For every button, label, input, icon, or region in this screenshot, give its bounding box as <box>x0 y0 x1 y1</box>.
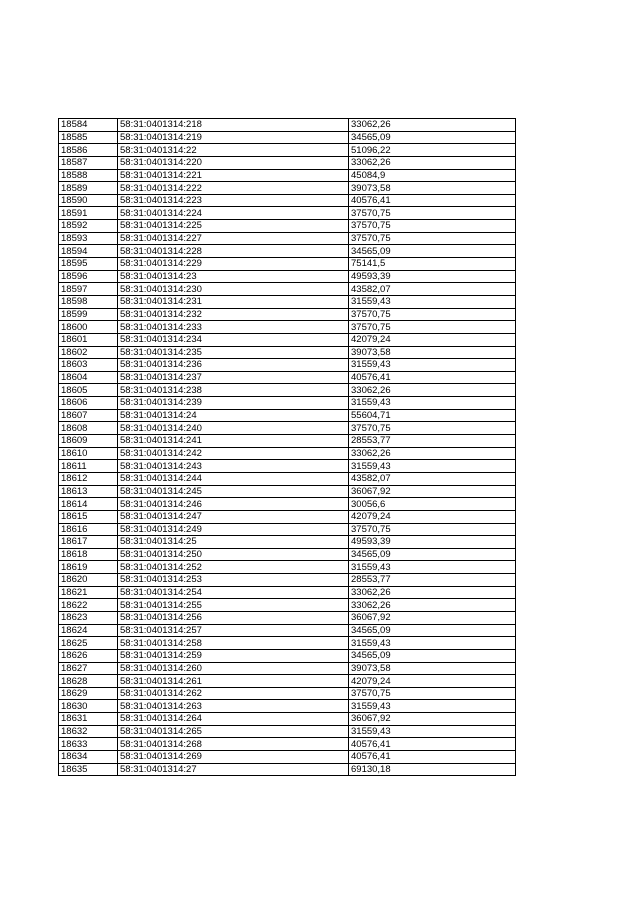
value-cell: 34565,09 <box>349 131 516 144</box>
cadastral-number-cell: 58:31:0401314:242 <box>118 447 349 460</box>
value-cell: 49593,39 <box>349 536 516 549</box>
cadastral-number-cell: 58:31:0401314:230 <box>118 283 349 296</box>
value-cell: 30056,6 <box>349 498 516 511</box>
table-row <box>59 333 516 346</box>
table-row <box>59 536 516 549</box>
table-row <box>59 220 516 233</box>
value-cell: 69130,18 <box>349 763 516 776</box>
row-number-cell: 18600 <box>59 321 118 334</box>
cadastral-number-cell: 58:31:0401314:245 <box>118 485 349 498</box>
cadastral-number-cell: 58:31:0401314:27 <box>118 763 349 776</box>
table-row <box>59 662 516 675</box>
value-cell: 39073,58 <box>349 182 516 195</box>
row-number-cell: 18634 <box>59 751 118 764</box>
cadastral-number-cell: 58:31:0401314:253 <box>118 574 349 587</box>
table-row <box>59 321 516 334</box>
cadastral-number-cell: 58:31:0401314:239 <box>118 397 349 410</box>
value-cell: 51096,22 <box>349 144 516 157</box>
table-row <box>59 472 516 485</box>
cadastral-number-cell: 58:31:0401314:260 <box>118 662 349 675</box>
cadastral-number-cell: 58:31:0401314:246 <box>118 498 349 511</box>
data-table <box>58 118 516 776</box>
table-row <box>59 371 516 384</box>
table-row <box>59 687 516 700</box>
cadastral-number-cell: 58:31:0401314:264 <box>118 713 349 726</box>
row-number-cell: 18616 <box>59 523 118 536</box>
value-cell: 42079,24 <box>349 675 516 688</box>
row-number-cell: 18588 <box>59 169 118 182</box>
value-cell: 43582,07 <box>349 472 516 485</box>
cadastral-number-cell: 58:31:0401314:221 <box>118 169 349 182</box>
row-number-cell: 18608 <box>59 422 118 435</box>
cadastral-number-cell: 58:31:0401314:241 <box>118 435 349 448</box>
row-number-cell: 18601 <box>59 333 118 346</box>
value-cell: 37570,75 <box>349 687 516 700</box>
cadastral-number-cell: 58:31:0401314:225 <box>118 220 349 233</box>
value-cell: 33062,26 <box>349 119 516 132</box>
row-number-cell: 18603 <box>59 359 118 372</box>
table-row <box>59 258 516 271</box>
value-cell: 36067,92 <box>349 611 516 624</box>
table-row <box>59 548 516 561</box>
value-cell: 39073,58 <box>349 346 516 359</box>
value-cell: 40576,41 <box>349 194 516 207</box>
table-row <box>59 119 516 132</box>
row-number-cell: 18591 <box>59 207 118 220</box>
cadastral-number-cell: 58:31:0401314:265 <box>118 725 349 738</box>
row-number-cell: 18630 <box>59 700 118 713</box>
cadastral-number-cell: 58:31:0401314:237 <box>118 371 349 384</box>
table-row <box>59 611 516 624</box>
cadastral-number-cell: 58:31:0401314:22 <box>118 144 349 157</box>
row-number-cell: 18628 <box>59 675 118 688</box>
table-row <box>59 725 516 738</box>
row-number-cell: 18605 <box>59 384 118 397</box>
value-cell: 42079,24 <box>349 510 516 523</box>
cadastral-number-cell: 58:31:0401314:222 <box>118 182 349 195</box>
table-row <box>59 346 516 359</box>
table-row <box>59 523 516 536</box>
cadastral-number-cell: 58:31:0401314:220 <box>118 156 349 169</box>
cadastral-number-cell: 58:31:0401314:219 <box>118 131 349 144</box>
table-row <box>59 295 516 308</box>
value-cell: 31559,43 <box>349 359 516 372</box>
cadastral-number-cell: 58:31:0401314:262 <box>118 687 349 700</box>
cadastral-number-cell: 58:31:0401314:25 <box>118 536 349 549</box>
row-number-cell: 18622 <box>59 599 118 612</box>
table-row <box>59 763 516 776</box>
cadastral-number-cell: 58:31:0401314:243 <box>118 460 349 473</box>
value-cell: 37570,75 <box>349 232 516 245</box>
value-cell: 42079,24 <box>349 333 516 346</box>
value-cell: 37570,75 <box>349 220 516 233</box>
value-cell: 36067,92 <box>349 713 516 726</box>
row-number-cell: 18619 <box>59 561 118 574</box>
cadastral-number-cell: 58:31:0401314:238 <box>118 384 349 397</box>
row-number-cell: 18584 <box>59 119 118 132</box>
row-number-cell: 18614 <box>59 498 118 511</box>
row-number-cell: 18599 <box>59 308 118 321</box>
value-cell: 31559,43 <box>349 397 516 410</box>
table-row <box>59 232 516 245</box>
value-cell: 55604,71 <box>349 409 516 422</box>
table-row <box>59 700 516 713</box>
row-number-cell: 18632 <box>59 725 118 738</box>
cadastral-number-cell: 58:31:0401314:233 <box>118 321 349 334</box>
cadastral-number-cell: 58:31:0401314:223 <box>118 194 349 207</box>
cadastral-number-cell: 58:31:0401314:254 <box>118 586 349 599</box>
cadastral-number-cell: 58:31:0401314:23 <box>118 270 349 283</box>
row-number-cell: 18604 <box>59 371 118 384</box>
row-number-cell: 18620 <box>59 574 118 587</box>
table-row <box>59 624 516 637</box>
cadastral-number-cell: 58:31:0401314:268 <box>118 738 349 751</box>
row-number-cell: 18633 <box>59 738 118 751</box>
cadastral-number-cell: 58:31:0401314:256 <box>118 611 349 624</box>
value-cell: 37570,75 <box>349 321 516 334</box>
value-cell: 31559,43 <box>349 725 516 738</box>
cadastral-number-cell: 58:31:0401314:231 <box>118 295 349 308</box>
row-number-cell: 18631 <box>59 713 118 726</box>
cadastral-number-cell: 58:31:0401314:232 <box>118 308 349 321</box>
table-row <box>59 637 516 650</box>
value-cell: 31559,43 <box>349 637 516 650</box>
value-cell: 33062,26 <box>349 156 516 169</box>
row-number-cell: 18615 <box>59 510 118 523</box>
table-row <box>59 422 516 435</box>
value-cell: 75141,5 <box>349 258 516 271</box>
table-row <box>59 713 516 726</box>
table-row <box>59 498 516 511</box>
value-cell: 31559,43 <box>349 295 516 308</box>
row-number-cell: 18626 <box>59 649 118 662</box>
cadastral-number-cell: 58:31:0401314:229 <box>118 258 349 271</box>
value-cell: 33062,26 <box>349 447 516 460</box>
value-cell: 40576,41 <box>349 738 516 751</box>
value-cell: 34565,09 <box>349 548 516 561</box>
spreadsheet-page <box>58 118 515 776</box>
row-number-cell: 18618 <box>59 548 118 561</box>
table-row <box>59 510 516 523</box>
value-cell: 37570,75 <box>349 207 516 220</box>
cadastral-number-cell: 58:31:0401314:249 <box>118 523 349 536</box>
row-number-cell: 18629 <box>59 687 118 700</box>
table-row <box>59 144 516 157</box>
cadastral-number-cell: 58:31:0401314:258 <box>118 637 349 650</box>
table-row <box>59 156 516 169</box>
table-row <box>59 675 516 688</box>
row-number-cell: 18607 <box>59 409 118 422</box>
cadastral-number-cell: 58:31:0401314:252 <box>118 561 349 574</box>
row-number-cell: 18596 <box>59 270 118 283</box>
table-row <box>59 131 516 144</box>
table-row <box>59 460 516 473</box>
cadastral-number-cell: 58:31:0401314:224 <box>118 207 349 220</box>
table-row <box>59 586 516 599</box>
row-number-cell: 18590 <box>59 194 118 207</box>
row-number-cell: 18625 <box>59 637 118 650</box>
value-cell: 49593,39 <box>349 270 516 283</box>
table-row <box>59 397 516 410</box>
value-cell: 34565,09 <box>349 245 516 258</box>
row-number-cell: 18597 <box>59 283 118 296</box>
row-number-cell: 18594 <box>59 245 118 258</box>
cadastral-number-cell: 58:31:0401314:257 <box>118 624 349 637</box>
table-body <box>59 119 516 776</box>
cadastral-number-cell: 58:31:0401314:261 <box>118 675 349 688</box>
table-row <box>59 308 516 321</box>
row-number-cell: 18627 <box>59 662 118 675</box>
value-cell: 36067,92 <box>349 485 516 498</box>
table-row <box>59 561 516 574</box>
value-cell: 33062,26 <box>349 599 516 612</box>
cadastral-number-cell: 58:31:0401314:236 <box>118 359 349 372</box>
value-cell: 28553,77 <box>349 574 516 587</box>
table-row <box>59 182 516 195</box>
table-row <box>59 245 516 258</box>
value-cell: 34565,09 <box>349 649 516 662</box>
row-number-cell: 18621 <box>59 586 118 599</box>
value-cell: 33062,26 <box>349 384 516 397</box>
cadastral-number-cell: 58:31:0401314:218 <box>118 119 349 132</box>
row-number-cell: 18598 <box>59 295 118 308</box>
value-cell: 37570,75 <box>349 308 516 321</box>
cadastral-number-cell: 58:31:0401314:247 <box>118 510 349 523</box>
table-row <box>59 207 516 220</box>
cadastral-number-cell: 58:31:0401314:240 <box>118 422 349 435</box>
value-cell: 31559,43 <box>349 561 516 574</box>
row-number-cell: 18617 <box>59 536 118 549</box>
row-number-cell: 18609 <box>59 435 118 448</box>
cadastral-number-cell: 58:31:0401314:235 <box>118 346 349 359</box>
row-number-cell: 18635 <box>59 763 118 776</box>
value-cell: 40576,41 <box>349 371 516 384</box>
table-row <box>59 283 516 296</box>
value-cell: 28553,77 <box>349 435 516 448</box>
value-cell: 31559,43 <box>349 700 516 713</box>
row-number-cell: 18611 <box>59 460 118 473</box>
row-number-cell: 18624 <box>59 624 118 637</box>
row-number-cell: 18595 <box>59 258 118 271</box>
row-number-cell: 18623 <box>59 611 118 624</box>
value-cell: 34565,09 <box>349 624 516 637</box>
table-row <box>59 447 516 460</box>
table-row <box>59 738 516 751</box>
cadastral-number-cell: 58:31:0401314:250 <box>118 548 349 561</box>
table-row <box>59 194 516 207</box>
row-number-cell: 18592 <box>59 220 118 233</box>
cadastral-number-cell: 58:31:0401314:227 <box>118 232 349 245</box>
cadastral-number-cell: 58:31:0401314:259 <box>118 649 349 662</box>
table-row <box>59 359 516 372</box>
table-row <box>59 599 516 612</box>
value-cell: 33062,26 <box>349 586 516 599</box>
row-number-cell: 18587 <box>59 156 118 169</box>
table-row <box>59 169 516 182</box>
cadastral-number-cell: 58:31:0401314:269 <box>118 751 349 764</box>
value-cell: 45084,9 <box>349 169 516 182</box>
value-cell: 37570,75 <box>349 523 516 536</box>
cadastral-number-cell: 58:31:0401314:244 <box>118 472 349 485</box>
table-row <box>59 574 516 587</box>
value-cell: 43582,07 <box>349 283 516 296</box>
row-number-cell: 18586 <box>59 144 118 157</box>
row-number-cell: 18613 <box>59 485 118 498</box>
cadastral-number-cell: 58:31:0401314:234 <box>118 333 349 346</box>
row-number-cell: 18593 <box>59 232 118 245</box>
row-number-cell: 18610 <box>59 447 118 460</box>
cadastral-number-cell: 58:31:0401314:24 <box>118 409 349 422</box>
table-row <box>59 751 516 764</box>
table-row <box>59 485 516 498</box>
cadastral-number-cell: 58:31:0401314:255 <box>118 599 349 612</box>
row-number-cell: 18606 <box>59 397 118 410</box>
cadastral-number-cell: 58:31:0401314:263 <box>118 700 349 713</box>
row-number-cell: 18602 <box>59 346 118 359</box>
value-cell: 31559,43 <box>349 460 516 473</box>
row-number-cell: 18585 <box>59 131 118 144</box>
value-cell: 39073,58 <box>349 662 516 675</box>
cadastral-number-cell: 58:31:0401314:228 <box>118 245 349 258</box>
table-row <box>59 270 516 283</box>
table-row <box>59 435 516 448</box>
row-number-cell: 18612 <box>59 472 118 485</box>
table-row <box>59 384 516 397</box>
value-cell: 37570,75 <box>349 422 516 435</box>
table-row <box>59 409 516 422</box>
value-cell: 40576,41 <box>349 751 516 764</box>
row-number-cell: 18589 <box>59 182 118 195</box>
table-row <box>59 649 516 662</box>
